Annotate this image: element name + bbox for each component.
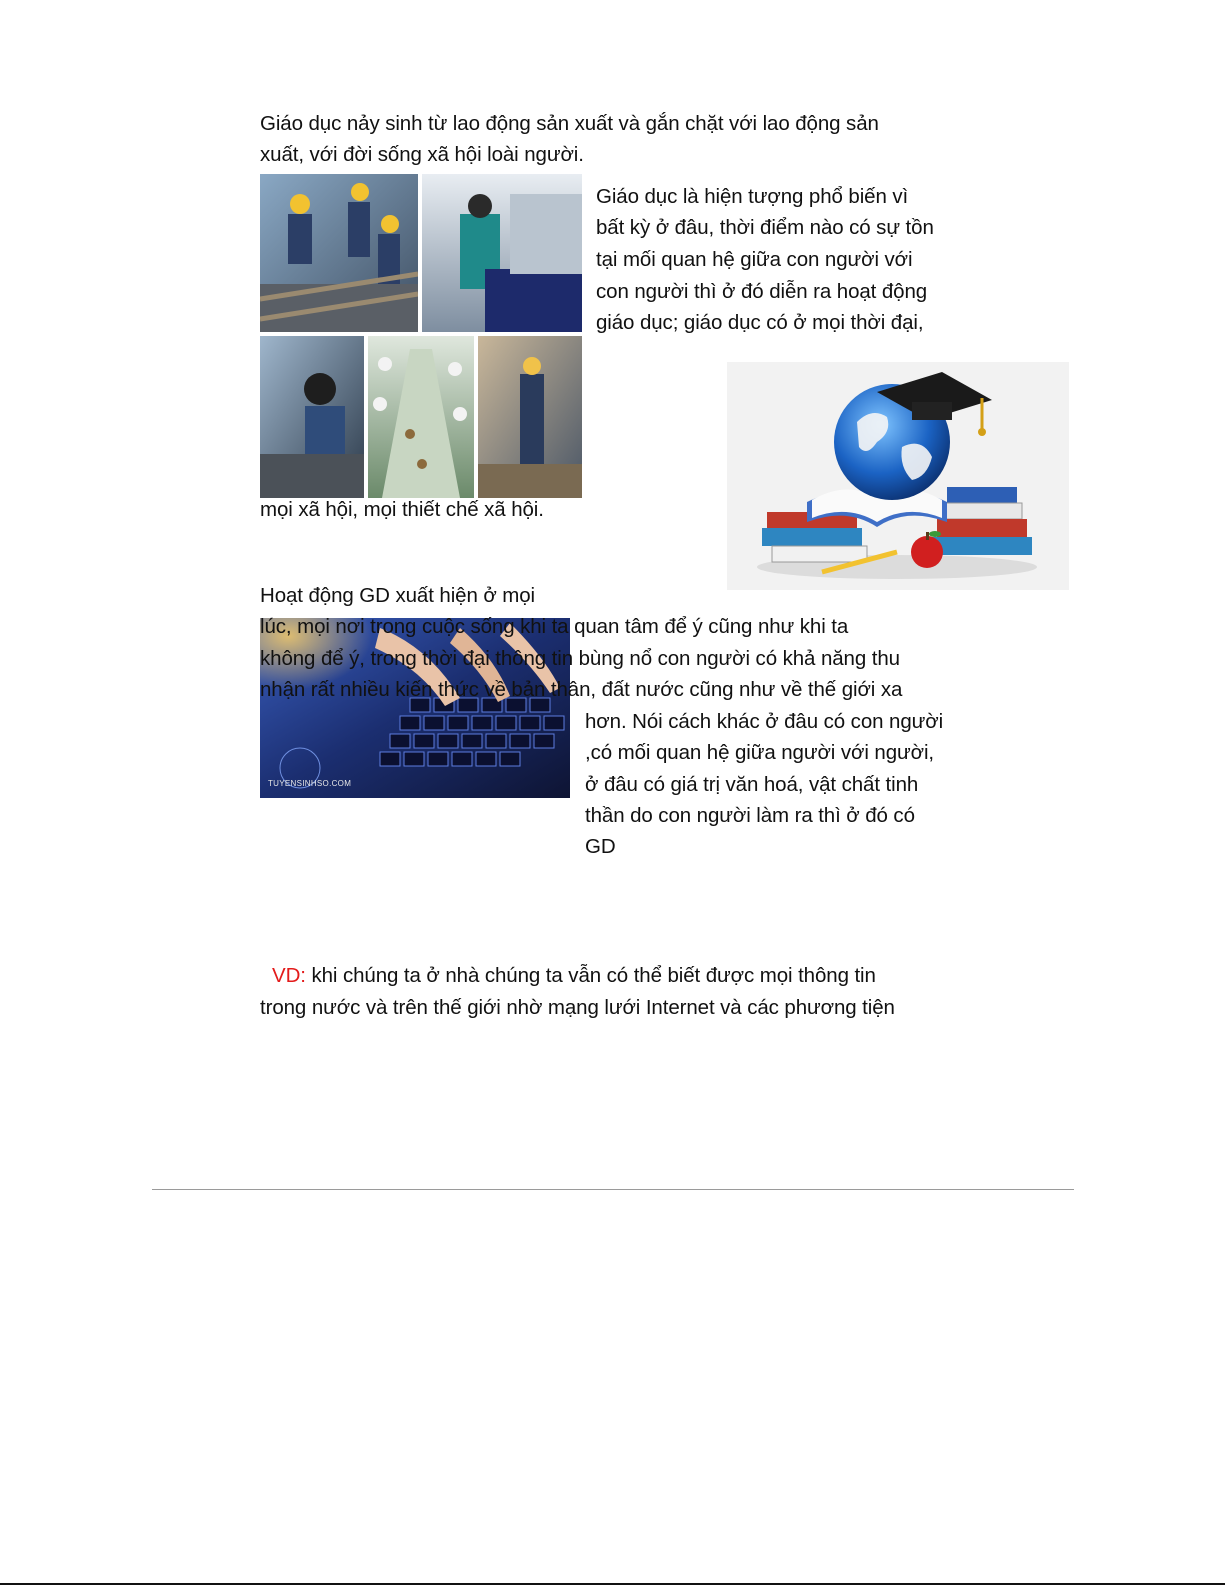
paragraph-2-line-1: Giáo dục là hiện tượng phổ biến vì <box>596 185 909 208</box>
paragraph-3-line-1: Hoạt động GD xuất hiện ở mọi <box>260 584 536 607</box>
globe-education-image <box>727 362 1069 590</box>
paragraph-2-line-6: mọi xã hội, mọi thiết chế xã hội. <box>260 498 544 521</box>
paragraph-2-line-4: con người thì ở đó diễn ra hoạt động <box>596 280 928 303</box>
example-text-1: khi chúng ta ở nhà chúng ta vẫn có thể biết được mọi thông tin <box>305 964 876 987</box>
paragraph-3-line-9: GD <box>585 835 616 858</box>
paragraph-3-line-6: ,có mối quan hệ giữa người với người, <box>585 741 935 764</box>
paragraph-3-line-2: lúc, mọi nơi trong cuộc sống khi ta quan tâm để ý cũng như khi ta <box>260 615 849 638</box>
paragraph-2-line-5: giáo dục; giáo dục có ở mọi thời đại, <box>596 311 924 334</box>
keyboard-typing-graphic <box>260 618 570 798</box>
paragraph-3-line-8: thần do con người làm ra thì ở đó có <box>585 804 915 827</box>
factory-collage-image <box>260 174 582 498</box>
example-label: VD: <box>272 964 306 987</box>
paragraph-3-line-5: hơn. Nói cách khác ở đâu có con người <box>585 710 944 733</box>
example-line-1 <box>272 964 876 988</box>
paragraph-3-line-7: ở đâu có giá trị văn hoá, vật chất tinh <box>585 773 919 796</box>
keyboard-typing-image <box>260 618 570 798</box>
paragraph-2-line-3: tại mối quan hệ giữa con người với <box>596 248 913 271</box>
paragraph-2-line-2: bất kỳ ở đâu, thời điểm nào có sự tồn <box>596 216 934 239</box>
paragraph-1-line-1: Giáo dục nảy sinh từ lao động sản xuất và gắn chặt với lao động sản <box>260 112 879 135</box>
paragraph-3-line-3: không để ý, trong thời đại thông tin bùng nổ con người có khả năng thu <box>260 647 900 670</box>
globe-education-graphic <box>727 362 1069 590</box>
paragraph-1-line-2: xuất, với đời sống xã hội loài người. <box>260 143 584 166</box>
example-line-2: trong nước và trên thế giới nhờ mạng lưới Internet và các phương tiện <box>260 996 895 1019</box>
factory-collage-graphic <box>260 174 582 498</box>
paragraph-3-line-4: nhận rất nhiều kiến thức về bản thân, đất nước cũng như về thế giới xa <box>260 678 903 701</box>
keyboard-image-watermark: TUYENSINHSO.COM <box>268 779 352 788</box>
page-divider <box>152 1189 1074 1190</box>
